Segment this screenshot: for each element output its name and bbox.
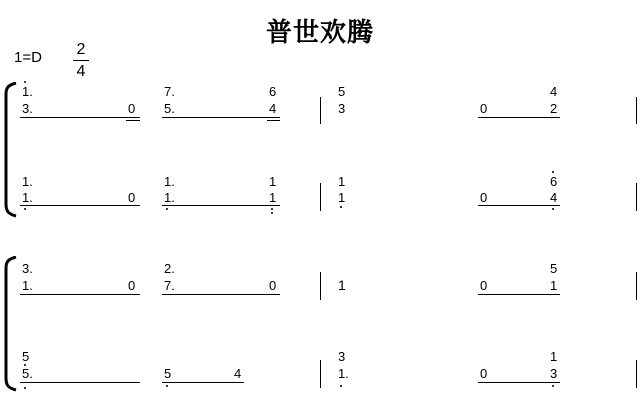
key-signature: 1=D	[14, 49, 42, 66]
bar-line	[636, 360, 637, 388]
note: 2.	[164, 261, 175, 276]
note: 1	[338, 174, 346, 189]
note: 3	[338, 349, 346, 364]
beam	[162, 205, 280, 206]
bar-line	[636, 97, 637, 124]
note: 5	[22, 349, 30, 364]
note: 1.	[22, 190, 33, 205]
system1-brace-icon	[3, 82, 17, 218]
note: 7.	[164, 278, 175, 293]
low-octave-dot	[552, 385, 554, 387]
note: 4	[550, 84, 558, 99]
beam	[20, 382, 140, 383]
note: 0	[269, 278, 277, 293]
note: 1	[269, 174, 277, 189]
beam	[478, 205, 560, 206]
note: 1.	[22, 84, 33, 99]
note: 1.	[164, 190, 175, 205]
high-octave-dot	[24, 81, 26, 83]
beam	[162, 117, 280, 118]
note: 0	[480, 278, 488, 293]
note: 5.	[22, 366, 33, 381]
note: 7.	[164, 84, 175, 99]
note: 1	[550, 278, 558, 293]
note: 4	[550, 190, 558, 205]
low-octave-dot	[24, 208, 26, 210]
low-octave-dot	[552, 208, 554, 210]
beam	[162, 382, 244, 383]
note: 6	[269, 84, 277, 99]
note: 2	[550, 101, 558, 116]
note: 1	[338, 190, 346, 205]
low-octave-dot	[340, 206, 342, 208]
bar-line	[636, 272, 637, 300]
beam	[126, 120, 140, 121]
note: 6	[550, 174, 558, 189]
beam	[20, 117, 140, 118]
note: 0	[128, 278, 136, 293]
note: 1	[338, 277, 346, 293]
low-octave-dot	[166, 385, 168, 387]
beam	[478, 117, 560, 118]
note: 3.	[22, 101, 33, 116]
note: 1.	[22, 278, 33, 293]
note: 1.	[338, 366, 349, 381]
beam	[162, 294, 280, 295]
bar-line	[636, 183, 637, 211]
low-octave-dot	[166, 208, 168, 210]
note: 1	[269, 190, 277, 205]
beam	[20, 294, 140, 295]
beam	[478, 294, 560, 295]
note: 0	[480, 366, 488, 381]
time-signature-top: 2	[76, 41, 86, 58]
note: 1	[550, 349, 558, 364]
bar-line	[320, 97, 321, 124]
score-title: 普世欢腾	[265, 18, 374, 48]
beam	[267, 120, 280, 121]
time-signature-bottom: 4	[76, 63, 86, 80]
low-octave-dot	[24, 387, 26, 389]
beam	[20, 205, 140, 206]
time-signature	[73, 40, 89, 81]
time-signature-bar	[73, 60, 89, 61]
note: 3	[338, 101, 346, 116]
bar-line	[320, 272, 321, 300]
beam	[478, 382, 560, 383]
note: 0	[480, 101, 488, 116]
low-octave-dot	[271, 208, 273, 210]
bar-line	[320, 183, 321, 211]
high-octave-dot	[552, 171, 554, 173]
note: 3	[550, 366, 558, 381]
note: 5	[338, 84, 346, 99]
bar-line	[320, 360, 321, 388]
note: 4	[269, 101, 277, 116]
note: 4	[234, 366, 242, 381]
system2-brace-icon	[3, 256, 17, 392]
note: 1.	[22, 174, 33, 189]
note: 0	[480, 190, 488, 205]
note: 5	[550, 261, 558, 276]
low-octave-dot	[271, 212, 273, 214]
note: 3.	[22, 261, 33, 276]
note: 5.	[164, 101, 175, 116]
note: 0	[128, 190, 136, 205]
note: 5	[164, 366, 172, 381]
note: 1.	[164, 174, 175, 189]
note: 0	[128, 101, 136, 116]
low-octave-dot	[340, 385, 342, 387]
